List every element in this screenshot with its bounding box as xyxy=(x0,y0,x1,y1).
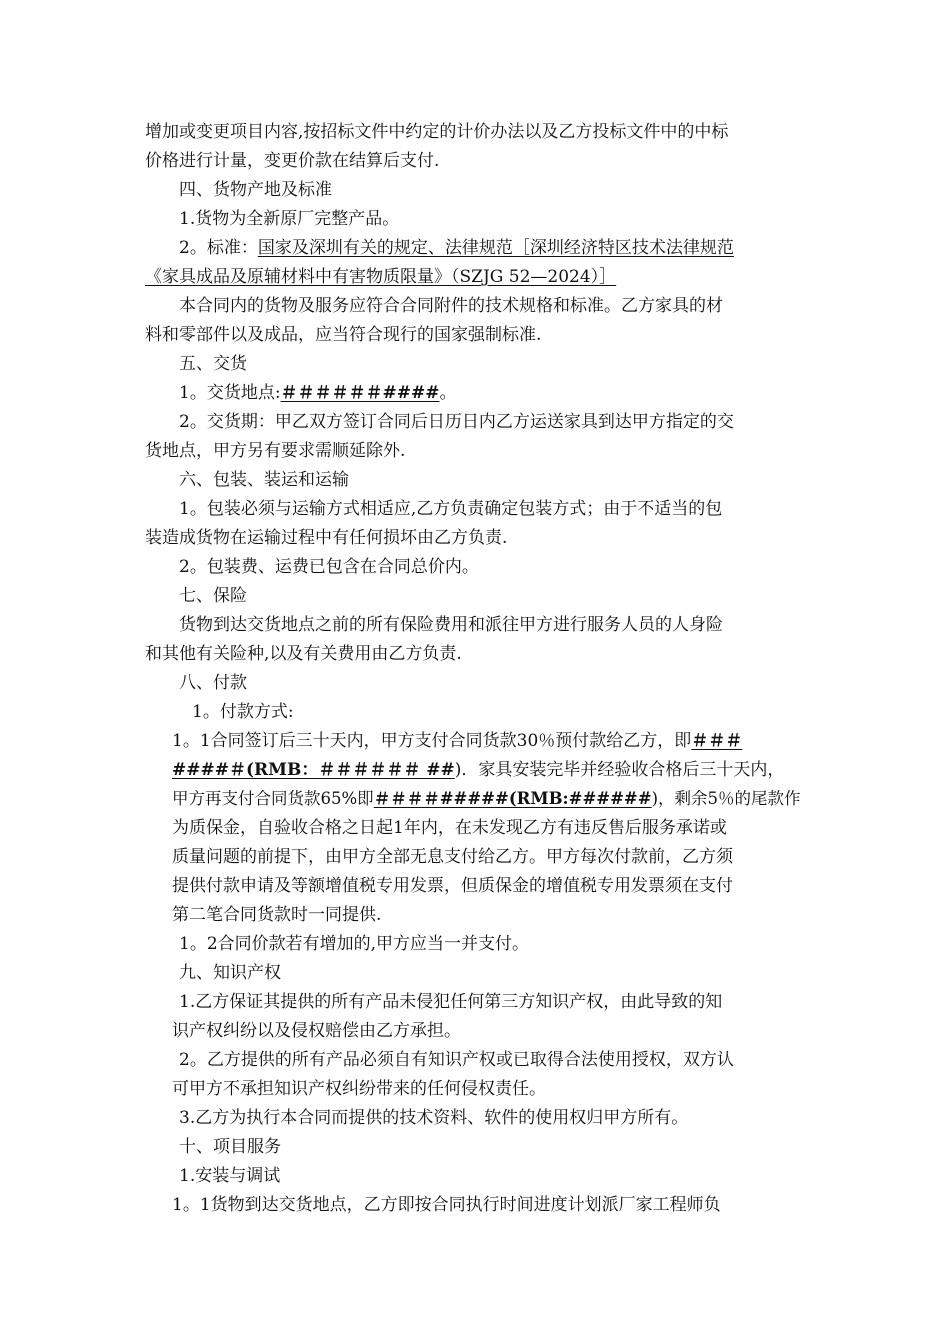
text-line: 1.乙方保证其提供的所有产品未侵犯任何第三方知识产权，由此导致的知 xyxy=(179,992,723,1012)
section-heading: 四、货物产地及标准 xyxy=(179,180,332,200)
standard-reference: 《家具成品及原辅材料中有害物质限量》（SZJG 52—2024）］ xyxy=(145,267,617,287)
text-line: 1。2合同价款若有增加的,甲方应当一并支付。 xyxy=(179,934,530,954)
text-line: 识产权纠纷以及侵权赔偿由乙方承担。 xyxy=(172,1021,461,1041)
text-line: 和其他有关险种,以及有关费用由乙方负责. xyxy=(145,644,462,664)
section-heading: 八、付款 xyxy=(179,673,247,693)
text-line: 1。付款方式: xyxy=(192,702,294,722)
section-heading: 十、项目服务 xyxy=(179,1137,281,1157)
text-line: 2。乙方提供的所有产品必须自有知识产权或已取得合法使用授权，双方认 xyxy=(179,1050,734,1070)
section-heading: 七、保险 xyxy=(179,586,247,606)
text-line: 甲方再支付合同货款65%即＃＃＃＃#####(RMB:######)，剩余5％的尾款作 xyxy=(172,789,801,808)
text-line: 增加或变更项目内容,按招标文件中约定的计价办法以及乙方投标文件中的中标 xyxy=(145,122,729,142)
text-line: 货物到达交货地点之前的所有保险费用和派往甲方进行服务人员的人身险 xyxy=(179,615,723,635)
amount-placeholder: ＃＃＃＃#####(RMB:###### xyxy=(373,789,652,808)
text-line: 2。标准：国家及深圳有关的规定、法律规范［深圳经济特区技术法律规范 xyxy=(179,238,734,258)
text-line: ####＃(RMB：＃＃＃＃＃＃ ##)．家具安装完毕并经验收合格后三十天内， xyxy=(172,760,785,780)
text-line: 1。包装必须与运输方式相适应,乙方负责确定包装方式；由于不适当的包 xyxy=(179,499,723,519)
text-line: 价格进行计量，变更价款在结算后支付. xyxy=(145,151,440,171)
standard-reference: 国家及深圳有关的规定、法律规范［深圳经济特区技术法律规范 xyxy=(257,238,734,258)
text-line: 货地点，甲方另有要求需顺延除外. xyxy=(145,441,406,461)
text-line: 可甲方不承担知识产权纠纷带来的任何侵权责任。 xyxy=(172,1079,546,1099)
delivery-location-placeholder: ＃＃＃＃＃＃#### xyxy=(280,383,440,403)
section-heading: 九、知识产权 xyxy=(179,963,281,983)
text-line: 本合同内的货物及服务应符合合同附件的技术规格和标准。乙方家具的材 xyxy=(179,296,723,316)
text-line: 1。1合同签订后三十天内，甲方支付合同货款30％预付款给乙方，即＃＃＃ xyxy=(172,731,743,751)
section-heading: 五、交货 xyxy=(179,354,247,374)
amount-placeholder: ####＃(RMB：＃＃＃＃＃＃ ## xyxy=(172,760,455,780)
text-line: 为质保金，自验收合格之日起1年内，在未发现乙方有违反售后服务承诺或 xyxy=(172,818,727,838)
text-line: 1。交货地点:＃＃＃＃＃＃####。 xyxy=(179,383,457,403)
text-line: 提供付款申请及等额增值税专用发票，但质保金的增值税专用发票须在支付 xyxy=(172,876,733,896)
text-line: 质量问题的前提下，由甲方全部无息支付给乙方。甲方每次付款前，乙方须 xyxy=(172,847,733,867)
amount-placeholder: ＃＃＃ xyxy=(691,731,743,751)
text-line: 1.安装与调试 xyxy=(179,1166,281,1186)
text-line: 1.货物为全新原厂完整产品。 xyxy=(179,209,400,229)
text-line: 3.乙方为执行本合同而提供的技术资料、软件的使用权归甲方所有。 xyxy=(179,1108,689,1128)
text-line xyxy=(145,265,616,289)
section-heading: 六、包装、装运和运输 xyxy=(179,470,349,490)
text-line: 装造成货物在运输过程中有任何损坏由乙方负责. xyxy=(145,528,508,548)
text-line: 1。1货物到达交货地点，乙方即按合同执行时间进度计划派厂家工程师负 xyxy=(172,1195,721,1215)
text-line: 2。交货期：甲乙双方签订合同后日历日内乙方运送家具到达甲方指定的交 xyxy=(179,412,734,432)
text-line: 料和零部件以及成品，应当符合现行的国家强制标准. xyxy=(145,325,542,345)
text-line: 第二笔合同货款时一同提供. xyxy=(172,905,382,925)
text-line: 2。包装费、运费已包含在合同总价内。 xyxy=(179,557,479,577)
